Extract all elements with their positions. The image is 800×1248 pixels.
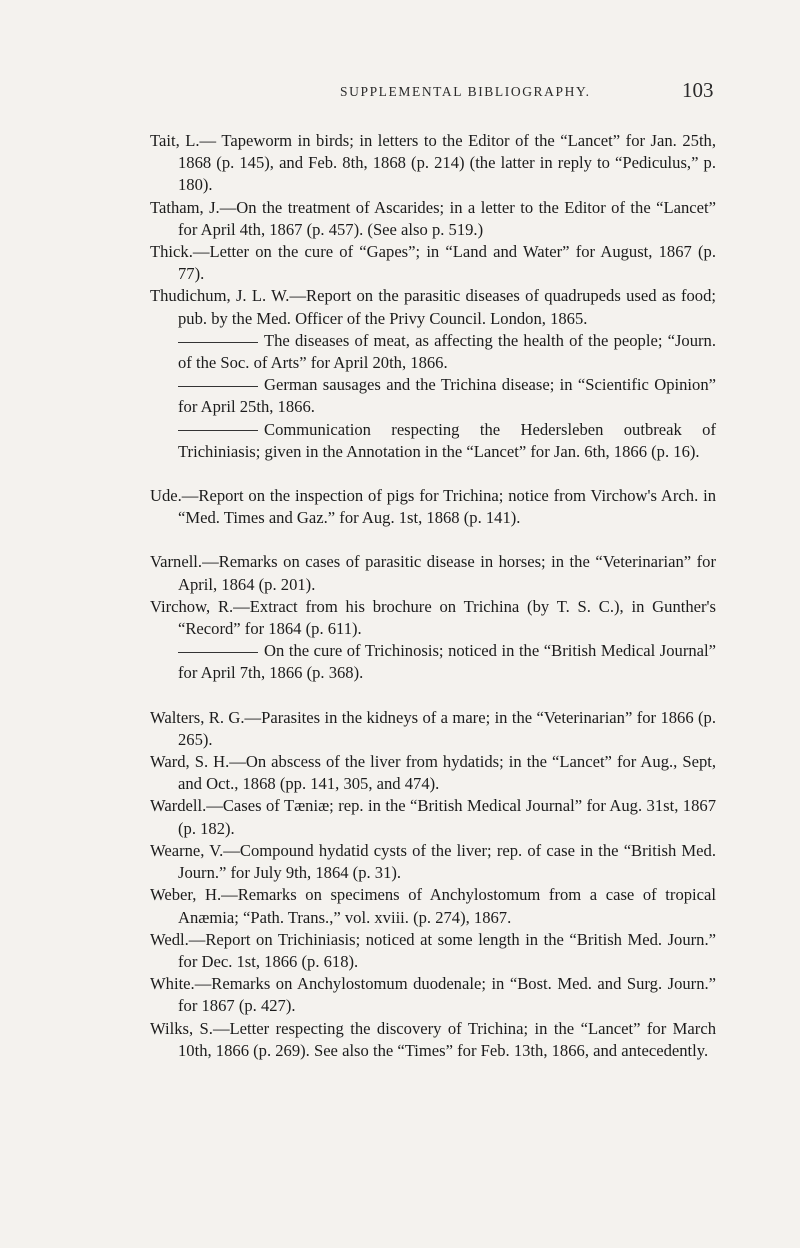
bibliography-entry-virchow: Virchow, R.—Extract from his brochure on Trichina (by T. S. C.), in Gunther's “Record” for 1864 (p. 611). bbox=[150, 596, 716, 639]
bibliography-entry-wedl: Wedl.—Report on Trichiniasis; noticed at some length in the “British Med. Journ.” for Dec. 1st, 1866 (p. 618). bbox=[150, 929, 716, 971]
entry-text: On the cure of Trichinosis; noticed in the “British Medical Journal” for April 7th, 1866 (p. 368). bbox=[178, 641, 716, 683]
bibliography-entry-thick: Thick.—Letter on the cure of “Gapes”; in “Land and Water” for August, 1867 (p. 77). bbox=[150, 242, 716, 284]
running-head: SUPPLEMENTAL BIBLIOGRAPHY. bbox=[340, 84, 591, 99]
section-gap bbox=[150, 685, 716, 707]
bibliography-entry-tait: Tait, L.— Tapeworm in birds; in letters to the Editor of the “Lancet” for Jan. 25th, 1868 (p. 145), and Feb. 8th, 1868 (p. 214) (the latter in reply to “Pediculus,” p. 180). bbox=[150, 131, 716, 195]
bibliography-entry-thudichum: Thudichum, J. L. W.—Report on the parasitic diseases of quadrupeds used as food; pub. by the Med. Officer of the Privy Council. London, 1865. bbox=[150, 286, 716, 328]
entry-text: The diseases of meat, as affecting the health of the people; “Journ. of the Soc. of Arts” for April 20th, 1866. bbox=[178, 330, 716, 373]
bibliography-entry-wilks: Wilks, S.—Letter respecting the discovery of Trichina; in the “Lancet” for March 10th, 1866 (p. 269). See also the “Times” for Feb. 13th, 1866, and antecedently. bbox=[150, 1018, 716, 1060]
bibliography-entry-varnell: Varnell.—Remarks on cases of parasitic disease in horses; in the “Veterinarian” for April, 1864 (p. 201). bbox=[150, 552, 716, 594]
ditto-rule bbox=[178, 652, 258, 653]
entry-text: German sausages and the Trichina disease; in “Scientific Opinion” for April 25th, 1866. bbox=[178, 375, 716, 417]
bibliography-entry-virchow-2 bbox=[150, 640, 716, 684]
bibliography-entry-ward: Ward, S. H.—On abscess of the liver from hydatids; in the “Lancet” for Aug., Sept, and Oct., 1868 (pp. 141, 305, and 474). bbox=[150, 752, 716, 794]
bibliography-entry-thudichum-2 bbox=[150, 330, 716, 374]
bibliography-entry-white: White.—Remarks on Anchylostomum duodenale; in “Bost. Med. and Surg. Journ.” for 1867 (p. 427). bbox=[150, 974, 716, 1016]
bibliography-entry-weber: Weber, H.—Remarks on specimens of Anchylostomum from a case of tropical Anæmia; “Path. Trans.,” vol. xviii. (p. 274), 1867. bbox=[150, 885, 716, 927]
section-gap bbox=[150, 529, 716, 551]
bibliography-list bbox=[150, 130, 716, 1062]
bibliography-entry-wearne: Wearne, V.—Compound hydatid cysts of the liver; rep. of case in the “British Med. Journ.” for July 9th, 1864 (p. 31). bbox=[150, 840, 716, 883]
entry-text: Communication respecting the Hedersleben outbreak of Trichiniasis; given in the Annotation in the “Lancet” for Jan. 6th, 1866 (p. 16). bbox=[178, 419, 716, 461]
bibliography-entry-wardell: Wardell.—Cases of Tæniæ; rep. in the “British Medical Journal” for Aug. 31st, 1867 (p. 182). bbox=[150, 796, 716, 838]
ditto-rule bbox=[178, 342, 258, 343]
bibliography-entry-tatham: Tatham, J.—On the treatment of Ascarides; in a letter to the Editor of the “Lancet” for April 4th, 1867 (p. 457). (See also p. 519.) bbox=[150, 197, 716, 239]
bibliography-entry-walters: Walters, R. G.—Parasites in the kidneys of a mare; in the “Veterinarian” for 1866 (p. 265). bbox=[150, 707, 716, 749]
page-number: 103 bbox=[682, 78, 714, 102]
ditto-rule bbox=[178, 386, 258, 387]
section-gap bbox=[150, 463, 716, 485]
bibliography-entry-thudichum-4 bbox=[150, 419, 716, 463]
bibliography-entry-thudichum-3 bbox=[150, 374, 716, 418]
ditto-rule bbox=[178, 430, 258, 431]
bibliography-entry-ude: Ude.—Report on the inspection of pigs for Trichina; notice from Virchow's Arch. in “Med. Times and Gaz.” for Aug. 1st, 1868 (p. 141). bbox=[150, 486, 716, 528]
